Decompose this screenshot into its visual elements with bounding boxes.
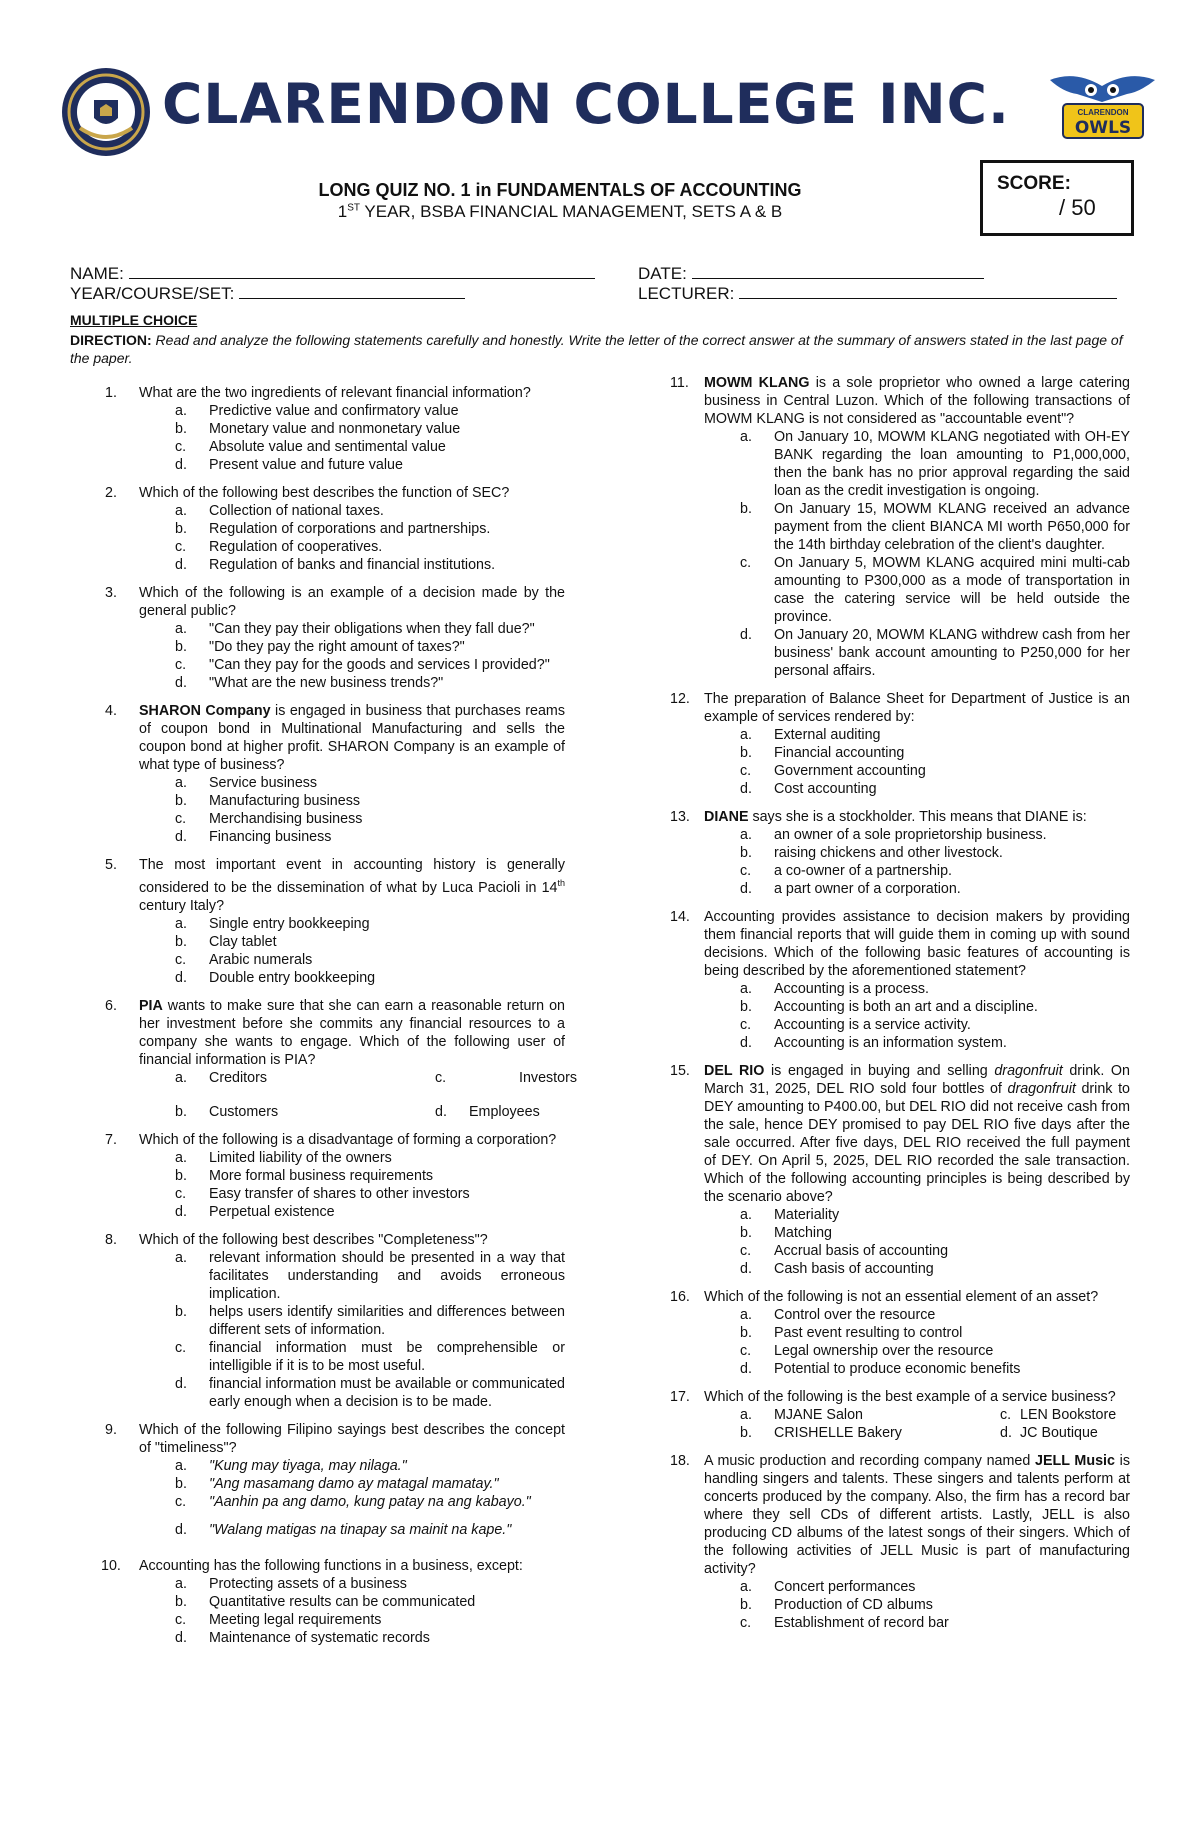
option-b: b. raising chickens and other livestock.	[740, 845, 1003, 861]
instructions	[70, 312, 1130, 367]
option-c: c. a co-owner of a partnership.	[740, 863, 953, 879]
option-c: c. On January 5, MOWM KLANG acquired mini multi-cab amounting to P300,000 as a mode of transportation in case the catering service will be held outside the province.	[740, 555, 1130, 625]
question-15: 15. DEL RIO is engaged in buying and selling dragonfruit drink. On March 31, 2025, DEL RIO sold four bottles of dragonfruit drink to DEY amounting to P400.00, but DEL RIO did not receive cash from the sale, hence DEY promised to pay DEL RIO five days after the sale occurred. After five days, DEL RIO received the full payment of DEY. On April 5, 2025, DEL RIO recorded the sale transaction. Which of the following accounting principles is being described by the scenario above? a. Materiality b. Matching c. Accrual basis of accounting d. Cash basis of accounting	[670, 1063, 1130, 1277]
option-a: a. Control over the resource	[740, 1307, 936, 1323]
questions-right-column	[670, 374, 1130, 1642]
option-d: d. Cash basis of accounting	[740, 1261, 934, 1277]
option-d: d. Double entry bookkeeping	[175, 969, 376, 986]
option-row-bd: b. CRISHELLE Bakery d. JC Boutique	[740, 1425, 1098, 1441]
option-row-ac: a. MJANE Salon c. LEN Bookstore	[740, 1407, 1117, 1423]
option-c: c. Establishment of record bar	[740, 1615, 949, 1631]
option-b: b. Accounting is both an art and a discipline.	[740, 999, 1038, 1015]
option-d: d. Perpetual existence	[175, 1203, 335, 1220]
question-11: 11. MOWM KLANG is a sole proprietor who owned a large catering business in Central Luzon. Which of the following transactions of MOWM KLANG is not considered as "accountable event"? a. On January 10, MOWM KLANG negotiated with OH-EY BANK regarding the loan amounting to P1,000,000, then the bank has no prior approval regarding the said loan as the credit investigation is ongoing. b. On January 15, MOWM KLANG received an advance payment from the client BIANCA MI worth P650,000 for the 14th birthday celebration of the client's daughter. c. On January 5, MOWM KLANG acquired mini multi-cab amounting to P300,000 as a mode of transportation in case the catering service will be held outside the province. d. On January 20, MOWM KLANG withdrew cash from her business' bank account amounting to P250,000 for her personal affairs.	[670, 375, 1131, 679]
question-10: 10. Accounting has the following functions in a business, except: a. Protecting assets of a business b. Quantitative results can be communicated c. Meeting legal requirements d. Maintenance of systematic records	[105, 1557, 565, 1647]
option-c: c. Absolute value and sentimental value	[175, 439, 446, 455]
option-d: d. Potential to produce economic benefits	[740, 1361, 1021, 1377]
question-6: 6. PIA wants to make sure that she can earn a reasonable return on her investment before she commits any financial resources to a company she wants to engage. Which of the following user of financial information is PIA? a. Creditors c. Investors b. Customers d. Employees	[105, 997, 578, 1120]
direction-text: DIRECTION: Read and analyze the following statements carefully and honestly. Write the letter of the correct answer at the summary of answers stated in the last page of the paper.	[70, 332, 1123, 366]
quiz-title: LONG QUIZ NO. 1 in FUNDAMENTALS OF ACCOUNTING	[318, 180, 802, 200]
option-c: c. Easy transfer of shares to other investors	[175, 1185, 470, 1202]
option-a: a. Accounting is a process.	[740, 981, 929, 997]
option-c: c. Accrual basis of accounting	[740, 1243, 949, 1259]
option-d: d. "Walang matigas na tinapay sa mainit na kape."	[175, 1521, 512, 1538]
mascot-line2: OWLS	[1074, 118, 1132, 138]
question-16: 16. Which of the following is not an essential element of an asset? a. Control over the resource b. Past event resulting to control c. Legal ownership over the resource d. Potential to produce economic benefits	[670, 1288, 1130, 1378]
option-c: c. "Can they pay for the goods and services I provided?"	[175, 657, 550, 673]
option-c: c. financial information must be comprehensible or intelligible if it is to be most useful.	[175, 1339, 565, 1374]
option-a: a. Service business	[175, 775, 318, 791]
question-17: 17. Which of the following is the best example of a service business? a. MJANE Salon c. LEN Bookstore b. CRISHELLE Bakery d. JC Boutique	[670, 1388, 1130, 1442]
option-d: d. a part owner of a corporation.	[740, 881, 961, 897]
option-b: b. Clay tablet	[175, 933, 277, 950]
option-a: a. Materiality	[740, 1207, 840, 1223]
option-d: d. Accounting is an information system.	[740, 1035, 1007, 1051]
question-9: 9. Which of the following Filipino sayings best describes the concept of "timeliness"? a. "Kung may tiyaga, may nilaga." b. "Ang masamang damo ay matagal mamatay." c. "Aanhin pa ang damo, kung patay na ang kabayo." d. "Walang matigas na tinapay sa mainit na kape."	[105, 1421, 565, 1538]
option-a: a. Protecting assets of a business	[175, 1575, 407, 1592]
section-heading: MULTIPLE CHOICE	[70, 312, 198, 328]
question-7: 7. Which of the following is a disadvantage of forming a corporation? a. Limited liability of the owners b. More formal business requirements c. Easy transfer of shares to other investors d. Perpetual existence	[105, 1131, 565, 1221]
option-c: c. Regulation of cooperatives.	[175, 539, 383, 555]
questions-left-column	[101, 384, 578, 1657]
option-d: d. Cost accounting	[740, 781, 877, 797]
option-c: c. Arabic numerals	[175, 951, 313, 968]
option-b: b. Production of CD albums	[740, 1597, 933, 1613]
score-box	[980, 160, 1134, 236]
date-field[interactable]: DATE:	[638, 262, 984, 284]
option-a: a. an owner of a sole proprietorship business.	[740, 827, 1047, 843]
mascot-line1: CLARENDON	[1077, 108, 1129, 117]
option-d: d. On January 20, MOWM KLANG withdrew cash from her business' bank account amounting to P250,000 for her personal affairs.	[740, 627, 1130, 679]
question-3: 3. Which of the following is an example of a decision made by the general public? a. "Can they pay their obligations when they fall due?" b. "Do they pay the right amount of taxes?" c. "Can they pay for the goods and services I provided?" d. "What are the new business trends?"	[105, 585, 565, 691]
option-b: b. Manufacturing business	[175, 793, 360, 809]
option-b: b. Quantitative results can be communicated	[175, 1593, 476, 1610]
option-d: d. financial information must be available or communicated early enough when a decision is to be made.	[175, 1375, 566, 1410]
question-4: 4. SHARON Company is engaged in business that purchases reams of coupon bond in Multinational Manufacturing and sells the coupon bond at higher profit. SHARON Company is an example of what type of business? a. Service business b. Manufacturing business c. Merchandising business d. Financing business	[105, 703, 565, 845]
option-a: a. relevant information should be presented in a way that facilitates understanding and avoids erroneous implication.	[175, 1249, 565, 1302]
option-c: c. Meeting legal requirements	[175, 1611, 382, 1628]
question-2: 2. Which of the following best describes the function of SEC? a. Collection of national taxes. b. Regulation of corporations and partnerships. c. Regulation of cooperatives. d. Regulation of banks and financial institutions.	[105, 484, 565, 574]
option-a: a. "Kung may tiyaga, may nilaga."	[175, 1457, 407, 1474]
option-d: d. "What are the new business trends?"	[175, 675, 444, 691]
option-b: b. "Ang masamang damo ay matagal mamatay."	[175, 1475, 499, 1492]
option-b: b. More formal business requirements	[175, 1167, 434, 1184]
quiz-subtitle: 1ST YEAR, BSBA FINANCIAL MANAGEMENT, SETS A & B	[337, 202, 783, 221]
question-13: 13. DIANE says she is a stockholder. This means that DIANE is: a. an owner of a sole proprietorship business. b. raising chickens and other livestock. c. a co-owner of a partnership. d. a part owner of a corporation.	[670, 808, 1130, 898]
question-14: 14. Accounting provides assistance to decision makers by providing them financial reports that will guide them in coming up with sound decisions. Which of the following basic features of accounting is being described by the aforementioned statement? a. Accounting is a process. b. Accounting is both an art and a discipline. c. Accounting is a service activity. d. Accounting is an information system.	[670, 909, 1130, 1051]
option-b: b. Regulation of corporations and partnerships.	[175, 521, 491, 537]
page-header	[60, 62, 1160, 162]
option-c: c. Legal ownership over the resource	[740, 1343, 994, 1359]
option-a: a. Single entry bookkeeping	[175, 915, 370, 932]
option-a: a. On January 10, MOWM KLANG negotiated with OH-EY BANK regarding the loan amounting to P1,000,000, then the bank has no prior approval regarding the said loan as the credit investigation is ongoing.	[740, 429, 1130, 499]
question-1: 1. What are the two ingredients of relevant financial information? a. Predictive value and confirmatory value b. Monetary value and nonmonetary value c. Absolute value and sentimental value d. Present value and future value	[105, 384, 565, 474]
option-b: b. Past event resulting to control	[740, 1325, 963, 1341]
name-field[interactable]: NAME:	[70, 262, 595, 284]
option-b: b. "Do they pay the right amount of taxes?"	[175, 639, 465, 655]
option-b: b. On January 15, MOWM KLANG received an advance payment from the client BIANCA MI worth P650,000 for the 14th birthday celebration of the client's daughter.	[740, 501, 1130, 553]
option-a: a. Concert performances	[740, 1579, 916, 1595]
year-course-set-field[interactable]: YEAR/COURSE/SET:	[70, 282, 465, 304]
option-row-ac: a. Creditors c. Investors	[175, 1069, 578, 1086]
lecturer-field[interactable]: LECTURER:	[638, 282, 1117, 304]
score-value: / 50	[1059, 195, 1096, 220]
option-b: b. Financial accounting	[740, 745, 905, 761]
option-a: a. Limited liability of the owners	[175, 1149, 392, 1166]
question-12: 12. The preparation of Balance Sheet for Department of Justice is an example of services rendered by: a. External auditing b. Financial accounting c. Government accounting d. Cost accounting	[670, 691, 1130, 797]
option-a: a. External auditing	[740, 727, 881, 743]
option-c: c. Merchandising business	[175, 811, 363, 827]
question-18: 18. A music production and recording company named JELL Music is handling singers and talents. These singers and talents perform at concerts produced by the company. Also, the firm has a record bar where they sell CDs of different artists. Lastly, JELL is also producing CD albums of the latest songs of their singers. Which of the following activities of JELL Music is part of manufacturing activity? a. Concert performances b. Production of CD albums c. Establishment of record bar	[670, 1453, 1130, 1631]
question-8: 8. Which of the following best describes "Completeness"? a. relevant information should be presented in a way that facilitates understanding and avoids erroneous implication. b. helps users identify similarities and differences between different sets of information. c. financial information must be comprehensible or intelligible if it is to be most useful. d. financial information must be available or communicated early enough when a decision is to be made.	[105, 1231, 566, 1410]
option-c: c. Government accounting	[740, 763, 926, 779]
option-a: a. "Can they pay their obligations when they fall due?"	[175, 621, 535, 637]
question-5: 5. The most important event in accounting history is generally considered to be the dissemination of what by Luca Pacioli in 14th century Italy? a. Single entry bookkeeping b. Clay tablet c. Arabic numerals d. Double entry bookkeeping	[105, 857, 565, 986]
score-label: SCORE:	[997, 173, 1071, 194]
option-d: d. Maintenance of systematic records	[175, 1629, 430, 1646]
option-b: b. Matching	[740, 1225, 833, 1241]
option-row-bd: b. Customers d. Employees	[175, 1103, 540, 1120]
option-d: d. Regulation of banks and financial institutions.	[175, 557, 496, 573]
college-seal-icon	[60, 66, 152, 158]
college-name: CLARENDON COLLEGE INC.	[162, 72, 1010, 136]
option-b: b. Monetary value and nonmonetary value	[175, 421, 461, 437]
option-b: b. helps users identify similarities and differences between different sets of information.	[175, 1303, 565, 1338]
option-c: c. Accounting is a service activity.	[740, 1017, 971, 1033]
owls-mascot-icon	[1045, 62, 1160, 142]
option-a: a. Predictive value and confirmatory value	[175, 403, 459, 419]
option-d: d. Financing business	[175, 829, 332, 845]
quiz-title-block	[300, 180, 820, 222]
option-d: d. Present value and future value	[175, 457, 403, 473]
option-c: c. "Aanhin pa ang damo, kung patay na ang kabayo."	[175, 1493, 531, 1510]
option-a: a. Collection of national taxes.	[175, 503, 384, 519]
